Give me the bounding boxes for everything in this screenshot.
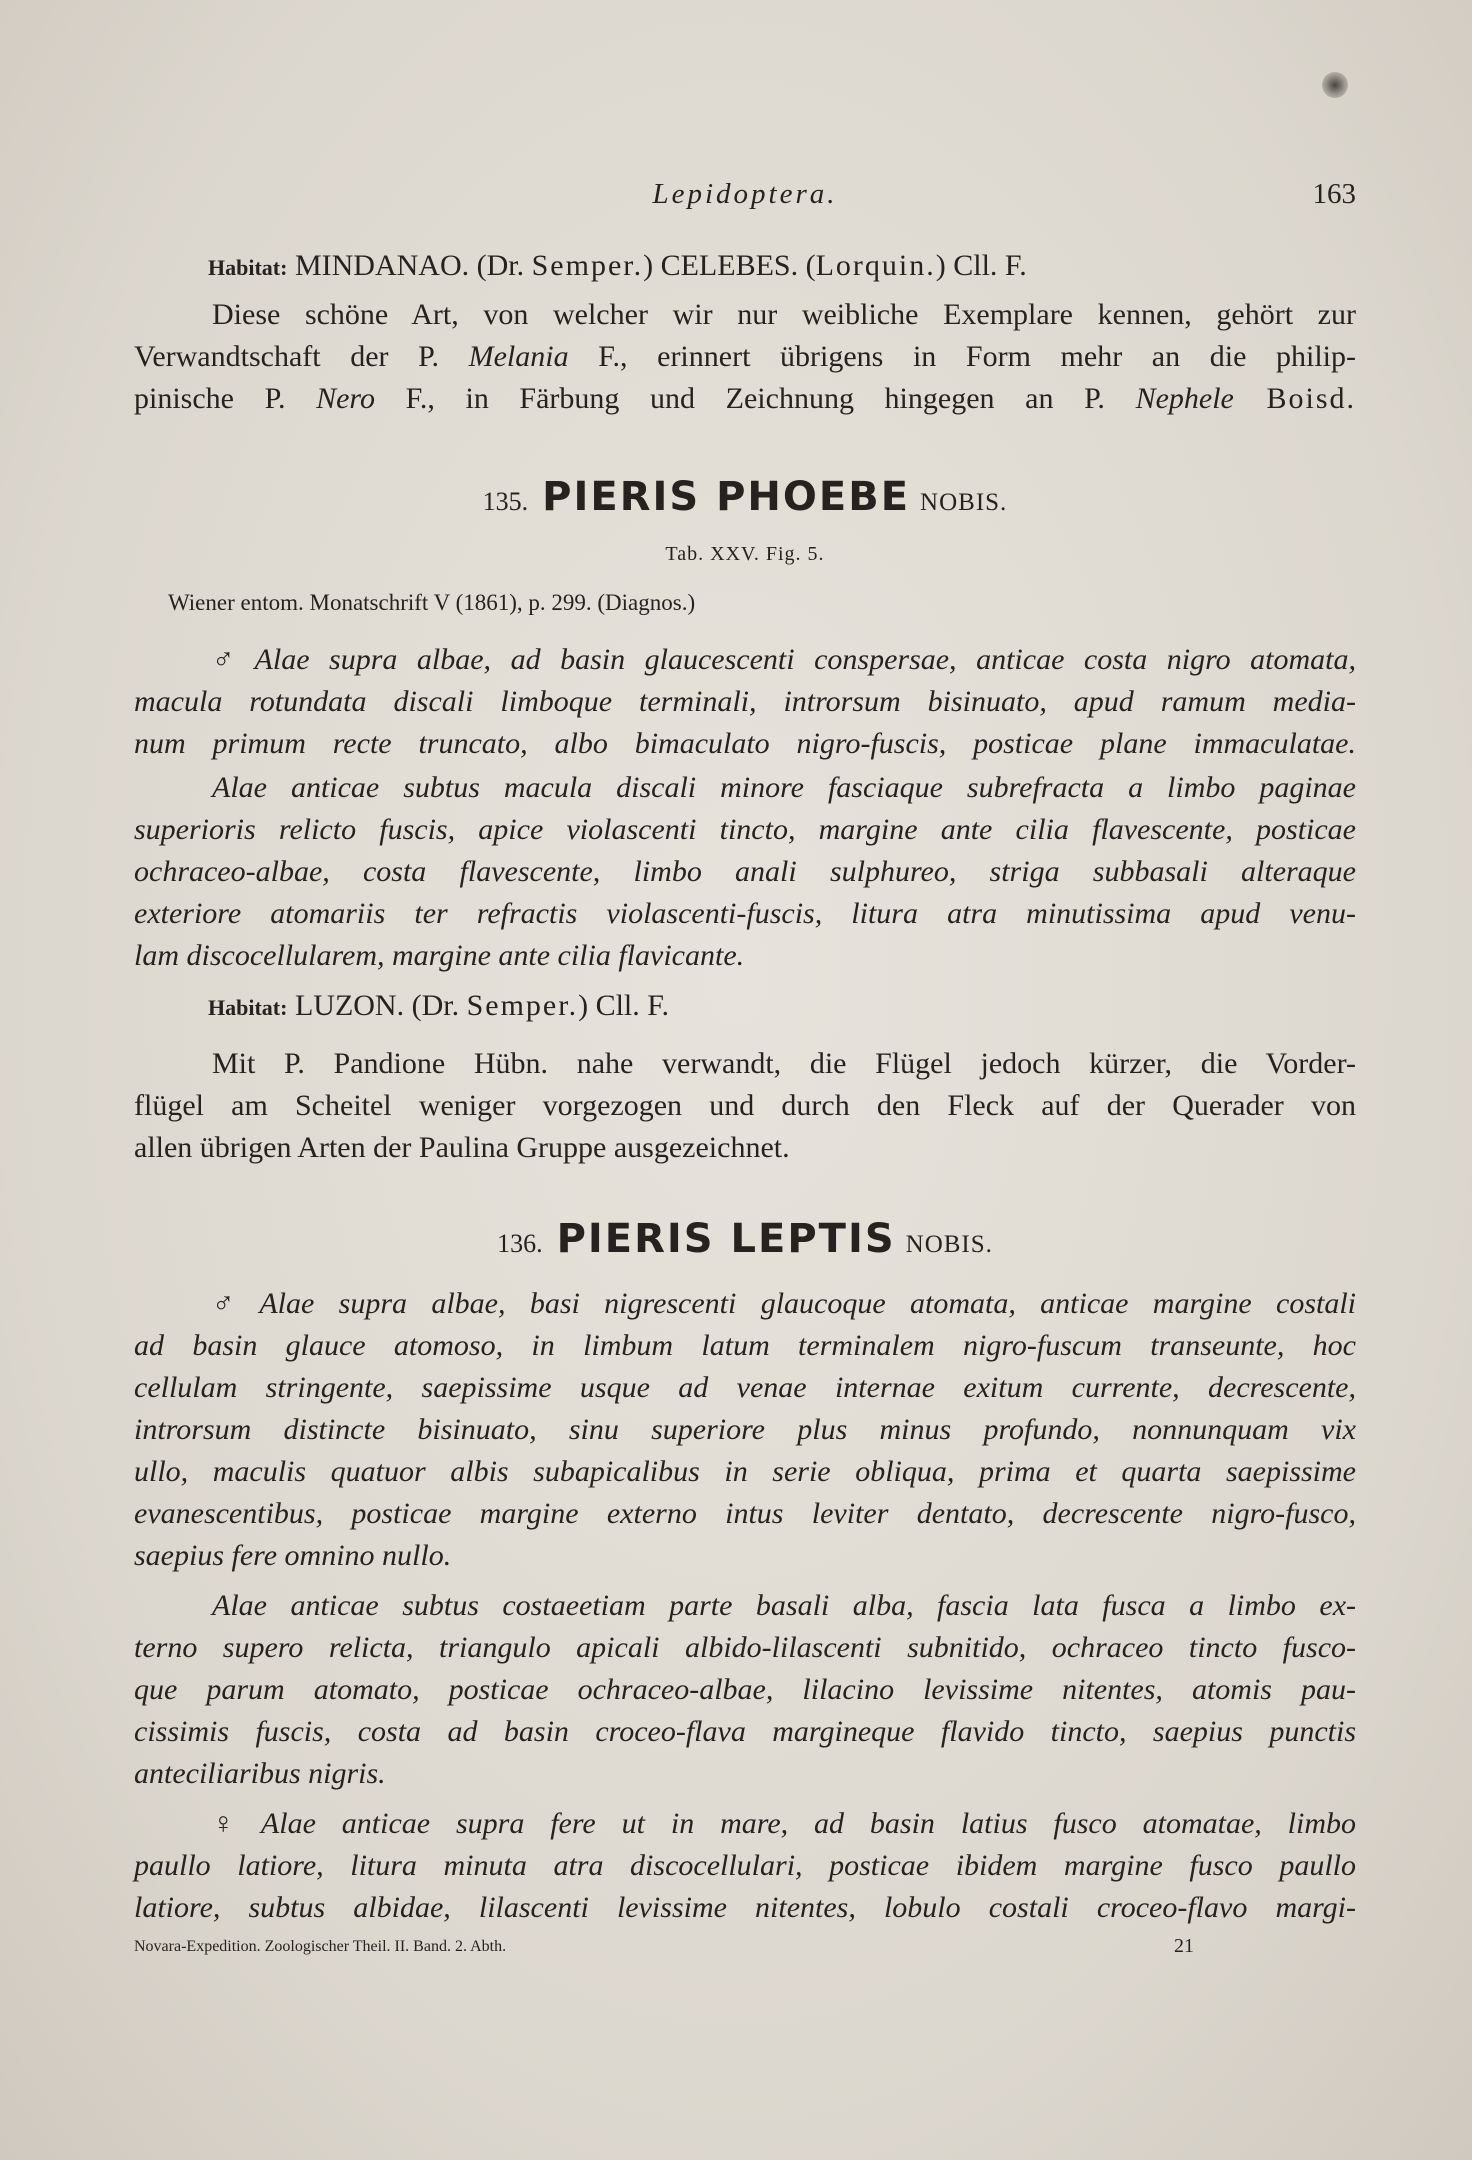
remark-line: flügel am Scheitel weniger vorgezogen und durch den Fleck auf der Querader von bbox=[134, 1089, 1356, 1122]
intro-line bbox=[134, 337, 1356, 377]
author-name: Boisd. bbox=[1233, 382, 1356, 415]
description-line: superioris relicto fuscis, apice violascenti tincto, margine ante cilia flavescente, posticae bbox=[134, 813, 1356, 846]
description-line: anteciliaribus nigris. bbox=[134, 1757, 386, 1790]
description-line: Alae anticae subtus costaeetiam parte basali alba, fascia lata fusca a limbo ex- bbox=[212, 1589, 1356, 1622]
intro-line: Diese schöne Art, von welcher wir nur weibliche Exemplare kennen, gehört zur bbox=[212, 298, 1356, 331]
plate-reference: Tab. XXV. Fig. 5. bbox=[665, 543, 825, 565]
ink-spot bbox=[1322, 72, 1348, 98]
text-run: Verwandtschaft der P. bbox=[134, 340, 469, 373]
species-title: PIERIS PHOEBE bbox=[542, 474, 911, 520]
description-line: Alae anticae subtus macula discali minore fasciaque subrefracta a limbo paginae bbox=[212, 771, 1356, 804]
collector-name: Lorquin. bbox=[815, 249, 936, 282]
species-author: NOBIS. bbox=[905, 1231, 993, 1258]
description-line: terno supero relicta, triangulo apicali albido-lilascenti subnitido, ochraceo tincto fusco- bbox=[134, 1631, 1356, 1664]
species-number: 135. bbox=[482, 487, 529, 516]
signature-number: 21 bbox=[1174, 1935, 1194, 1957]
text-run: F., erinnert übrigens in Form mehr an die philip- bbox=[568, 340, 1357, 373]
species-author: NOBIS. bbox=[920, 489, 1008, 516]
description-line bbox=[212, 1284, 1356, 1324]
species-name: Nero bbox=[316, 382, 375, 415]
collector-name: Semper. bbox=[531, 249, 644, 282]
description-line: lam discocellularem, margine ante cilia flavicante. bbox=[134, 939, 745, 972]
description-line: latiore, subtus albidae, lilascenti levissime nitentes, lobulo costali croceo-flavo margi- bbox=[134, 1891, 1356, 1924]
running-title: Lepidoptera. bbox=[652, 178, 838, 210]
description-line: cellulam stringente, saepissime usque ad venae internae exitum currente, decrescente, bbox=[134, 1371, 1356, 1404]
citation: Wiener entom. Monatschrift V (1861), p. 299. (Diagnos.) bbox=[168, 590, 696, 615]
text-run: Alae anticae supra fere ut in mare, ad basin latius fusco atomatae, limbo bbox=[260, 1807, 1357, 1840]
description-line: que parum atomato, posticae ochraceo-albae, lilacino levissime nitentes, atomis pau- bbox=[134, 1673, 1356, 1706]
male-symbol-icon: ♂ bbox=[212, 1287, 252, 1320]
habitat-text: ) Cll. F. bbox=[578, 989, 670, 1022]
text-run: pinische P. bbox=[134, 382, 317, 415]
description-line: saepius fere omnino nullo. bbox=[134, 1539, 452, 1572]
description-line: macula rotundata discali limboque terminali, introrsum bisinuato, apud ramum media- bbox=[134, 685, 1356, 718]
habitat-text: LUZON. (Dr. bbox=[294, 989, 467, 1022]
habitat-line-top bbox=[208, 246, 1027, 288]
page-number: 163 bbox=[1312, 178, 1356, 210]
description-line: ochraceo-albae, costa flavescente, limbo anali sulphureo, striga subbasali alteraque bbox=[134, 855, 1356, 888]
collector-name: Semper. bbox=[466, 989, 579, 1022]
habitat-line-135 bbox=[208, 986, 669, 1028]
female-symbol-icon: ♀ bbox=[212, 1807, 253, 1840]
signature-line: Novara-Expedition. Zoologischer Theil. II. Band. 2. Abth. bbox=[134, 1938, 507, 1955]
species-title: PIERIS LEPTIS bbox=[556, 1216, 896, 1262]
description-line bbox=[212, 1804, 1356, 1844]
male-symbol-icon: ♂ bbox=[212, 643, 247, 676]
intro-line bbox=[134, 379, 1356, 419]
description-line: paullo latiore, litura minuta atra discocellulari, posticae ibidem margine fusco paullo bbox=[134, 1849, 1356, 1882]
description-line: introrsum distincte bisinuato, sinu superiore plus minus profundo, nonnunquam vix bbox=[134, 1413, 1356, 1446]
species-name: Melania bbox=[468, 340, 569, 373]
description-line: evanescentibus, posticae margine externo intus leviter dentato, decrescente nigro-fusco, bbox=[134, 1497, 1356, 1530]
habitat-text: ) CELEBES. ( bbox=[643, 249, 816, 282]
species-heading-136 bbox=[134, 1216, 1356, 1262]
description-line bbox=[212, 640, 1356, 680]
habitat-label: Habitat: bbox=[208, 995, 288, 1020]
remark-line: Mit P. Pandione Hübn. nahe verwandt, die Flügel jedoch kürzer, die Vorder- bbox=[212, 1047, 1356, 1080]
text-run: Alae supra albae, basi nigrescenti glaucoque atomata, anticae margine costali bbox=[259, 1287, 1356, 1320]
habitat-text: ) Cll. F. bbox=[935, 249, 1027, 282]
species-heading-135 bbox=[134, 474, 1356, 520]
remark-line: allen übrigen Arten der Paulina Gruppe ausgezeichnet. bbox=[134, 1131, 790, 1164]
description-line: ad basin glauce atomoso, in limbum latum terminalem nigro-fuscum transeunte, hoc bbox=[134, 1329, 1356, 1362]
habitat-text: MINDANAO. (Dr. bbox=[294, 249, 532, 282]
description-line: num primum recte truncato, albo bimaculato nigro-fuscis, posticae plane immaculatae. bbox=[134, 727, 1356, 760]
description-line: ullo, maculis quatuor albis subapicalibus in serie obliqua, prima et quarta saepissime bbox=[134, 1455, 1356, 1488]
description-line: exteriore atomariis ter refractis violascenti-fuscis, litura atra minutissima apud venu- bbox=[134, 897, 1356, 930]
habitat-label: Habitat: bbox=[208, 255, 288, 280]
species-name: Nephele bbox=[1135, 382, 1234, 415]
description-line: cissimis fuscis, costa ad basin croceo-flava margineque flavido tincto, saepius punctis bbox=[134, 1715, 1356, 1748]
text-run: F., in Färbung und Zeichnung hingegen an P. bbox=[374, 382, 1136, 415]
species-number: 136. bbox=[497, 1229, 543, 1258]
text-run: Alae supra albae, ad basin glaucescenti conspersae, anticae costa nigro atomata, bbox=[254, 643, 1356, 676]
